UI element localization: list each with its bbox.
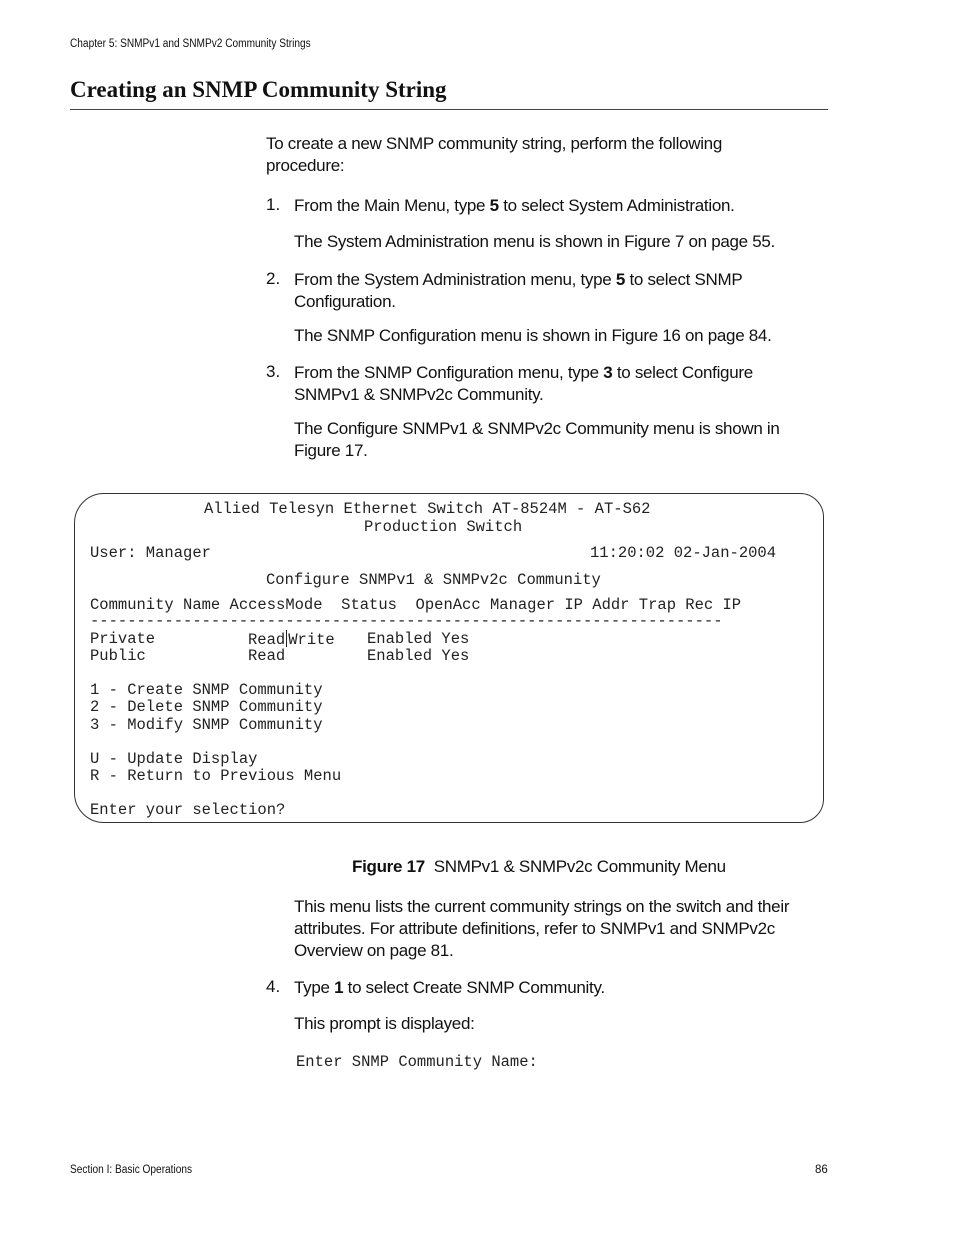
menu-option-delete: 2 - Delete SNMP Community — [90, 698, 323, 716]
figure-caption: Figure 17 SNMPv1 & SNMPv2c Community Menu — [352, 857, 726, 876]
menu-option-update: U - Update Display — [90, 750, 258, 768]
terminal-divider: -------------------------------------------------------------------- — [90, 612, 723, 630]
section-title: Creating an SNMP Community String — [70, 77, 447, 102]
menu-option-modify: 3 - Modify SNMP Community — [90, 716, 323, 734]
title-rule — [70, 109, 828, 110]
step-1-text: From the Main Menu, type 5 to select System Administration. — [294, 196, 735, 215]
prompt-code: Enter SNMP Community Name: — [296, 1053, 538, 1071]
step-2-text: From the System Administration menu, type 5 to select SNMP Configuration. — [294, 270, 743, 311]
step-1-number: 1. — [266, 195, 281, 214]
footer-section: Section I: Basic Operations — [70, 1164, 193, 1176]
intro-paragraph: To create a new SNMP community string, perform the following procedure: — [266, 134, 722, 175]
menu-option-return: R - Return to Previous Menu — [90, 767, 342, 785]
step-4-note: This prompt is displayed: — [294, 1014, 475, 1033]
terminal-column-headers: Community Name AccessMode Status OpenAcc Manager IP Addr Trap Rec IP — [90, 596, 742, 614]
table-row-public-name: Public — [90, 647, 146, 665]
after-figure-paragraph: This menu lists the current community strings on the switch and their attributes. For attribute definitions, refer to SNMPv1 and SNMPv2c Overview on page 81. — [294, 897, 790, 960]
table-row-private-status: Enabled Yes — [367, 630, 470, 648]
step-3-text: From the SNMP Configuration menu, type 3 to select Configure SNMPv1 & SNMPv2c Community. — [294, 363, 753, 404]
step-4-number: 4. — [266, 977, 281, 996]
step-2-number: 2. — [266, 269, 281, 288]
terminal-user: User: Manager — [90, 544, 211, 562]
terminal-prompt: Enter your selection? — [90, 801, 286, 819]
terminal-datetime: 11:20:02 02-Jan-2004 — [590, 544, 777, 562]
table-row-private-name: Private — [90, 630, 156, 648]
menu-option-create: 1 - Create SNMP Community — [90, 681, 323, 699]
table-row-private-access: Read Write — [248, 631, 335, 649]
terminal-menu-title: Configure SNMPv1 & SNMPv2c Community — [266, 571, 601, 589]
terminal-banner: Allied Telesyn Ethernet Switch AT-8524M - AT-S62 — [204, 500, 651, 518]
step-1-note: The System Administration menu is shown in Figure 7 on page 55. — [294, 232, 775, 251]
table-row-public-access: Read — [248, 647, 286, 665]
step-4-text: Type 1 to select Create SNMP Community. — [294, 978, 605, 997]
step-3-note: The Configure SNMPv1 & SNMPv2c Community menu is shown in Figure 17. — [294, 419, 780, 460]
step-3-number: 3. — [266, 362, 281, 381]
table-row-public-status: Enabled Yes — [367, 647, 470, 665]
step-2-note: The SNMP Configuration menu is shown in Figure 16 on page 84. — [294, 326, 772, 345]
page-number: 86 — [815, 1164, 828, 1176]
terminal-hostname: Production Switch — [364, 518, 523, 536]
running-header: Chapter 5: SNMPv1 and SNMPv2 Community Strings — [70, 38, 311, 50]
